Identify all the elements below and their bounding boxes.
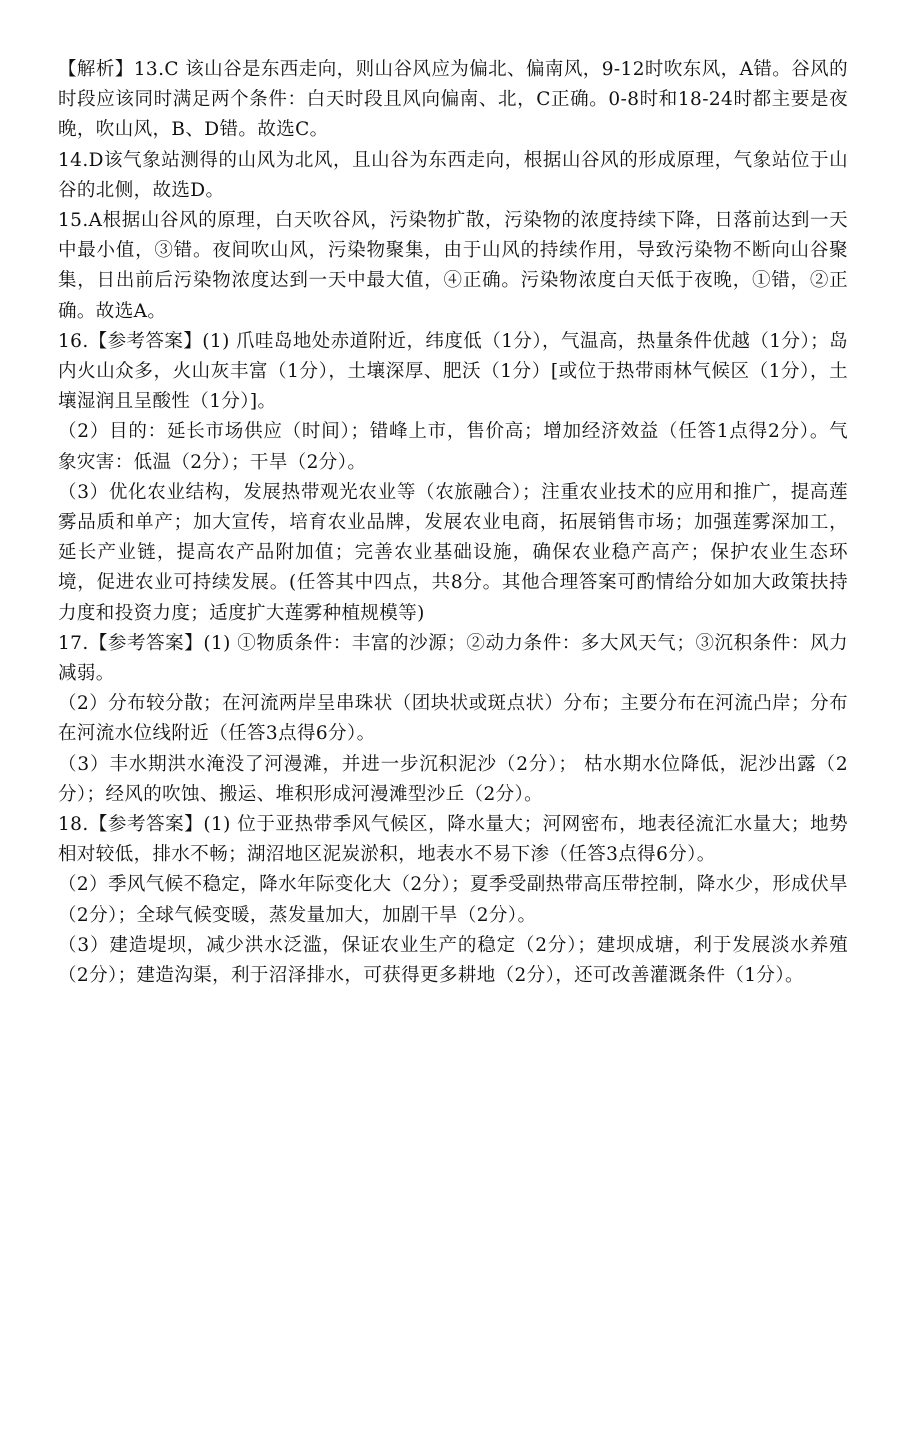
analysis-q14: 14.D该气象站测得的山风为北风，且山谷为东西走向，根据山谷风的形成原理，气象站位于山谷的北侧，故选D。: [58, 149, 848, 201]
answer-q16-part3: （3）优化农业结构，发展热带观光农业等（农旅融合）；注重农业技术的应用和推广，提高莲雾品质和单产；加大宣传，培育农业品牌，发展农业电商，拓展销售市场；加强莲雾深加工，延长产业链，提高农产品附加值；完善农业基础设施，确保农业稳产高产；保护农业生态环境，促进农业可持续发展。(任答其中四点，共8分。其他合理答案可酌情给分如加大政策扶持力度和投资力度；适度扩大莲雾种植规模等): [58, 481, 848, 624]
answer-document: [58, 55, 848, 991]
answer-q18-part3: （3）建造堤坝，减少洪水泛滥，保证农业生产的稳定（2分）；建坝成塘，利于发展淡水养殖（2分）；建造沟渠，利于沼泽排水，可获得更多耕地（2分），还可改善灌溉条件（1分）。: [58, 934, 848, 987]
answer-q18-part1: 18.【参考答案】(1) 位于亚热带季风气候区，降水量大；河网密布，地表径流汇水量大；地势相对较低，排水不畅；湖沼地区泥炭淤积，地表水不易下渗（任答3点得6分）。: [58, 814, 848, 866]
answer-q16-part2: （2）目的：延长市场供应（时间）；错峰上市，售价高；增加经济效益（任答1点得2分）。气象灾害：低温（2分）；干旱（2分）。: [58, 421, 848, 473]
answer-q17-part2: （2）分布较分散；在河流两岸呈串珠状（团块状或斑点状）分布；主要分布在河流凸岸；分布在河流水位线附近（任答3点得6分）。: [58, 693, 848, 745]
answer-q16-part1: 16.【参考答案】(1) 爪哇岛地处赤道附近，纬度低（1分），气温高，热量条件优越（1分）；岛内火山众多，火山灰丰富（1分），土壤深厚、肥沃（1分）[或位于热带雨林气候区（1分），土壤湿润且呈酸性（1分）]。: [58, 330, 848, 413]
answer-q18-part2: （2）季风气候不稳定，降水年际变化大（2分）；夏季受副热带高压带控制，降水少，形成伏旱（2分）；全球气候变暖，蒸发量加大，加剧干旱（2分）。: [58, 874, 848, 926]
analysis-q13: 【解析】13.C 该山谷是东西走向，则山谷风应为偏北、偏南风，9-12时吹东风，A错。谷风的时段应该同时满足两个条件：白天时段且风向偏南、北，C正确。0-8时和18-24时都主要是夜晚，吹山风，B、D错。故选C。: [58, 59, 848, 141]
analysis-q15: 15.A根据山谷风的原理，白天吹谷风，污染物扩散，污染物的浓度持续下降，日落前达到一天中最小值，③错。夜间吹山风，污染物聚集，由于山风的持续作用，导致污染物不断向山谷聚集，日出前后污染物浓度达到一天中最大值，④正确。污染物浓度白天低于夜晚，①错，②正确。故选A。: [58, 210, 848, 322]
answer-q17-part1: 17.【参考答案】(1) ①物质条件：丰富的沙源；②动力条件：多大风天气；③沉积条件：风力减弱。: [58, 632, 848, 685]
answer-q17-part3: （3）丰水期洪水淹没了河漫滩，并进一步沉积泥沙（2分）； 枯水期水位降低，泥沙出露（2分）；经风的吹蚀、搬运、堆积形成河漫滩型沙丘（2分）。: [58, 753, 848, 805]
